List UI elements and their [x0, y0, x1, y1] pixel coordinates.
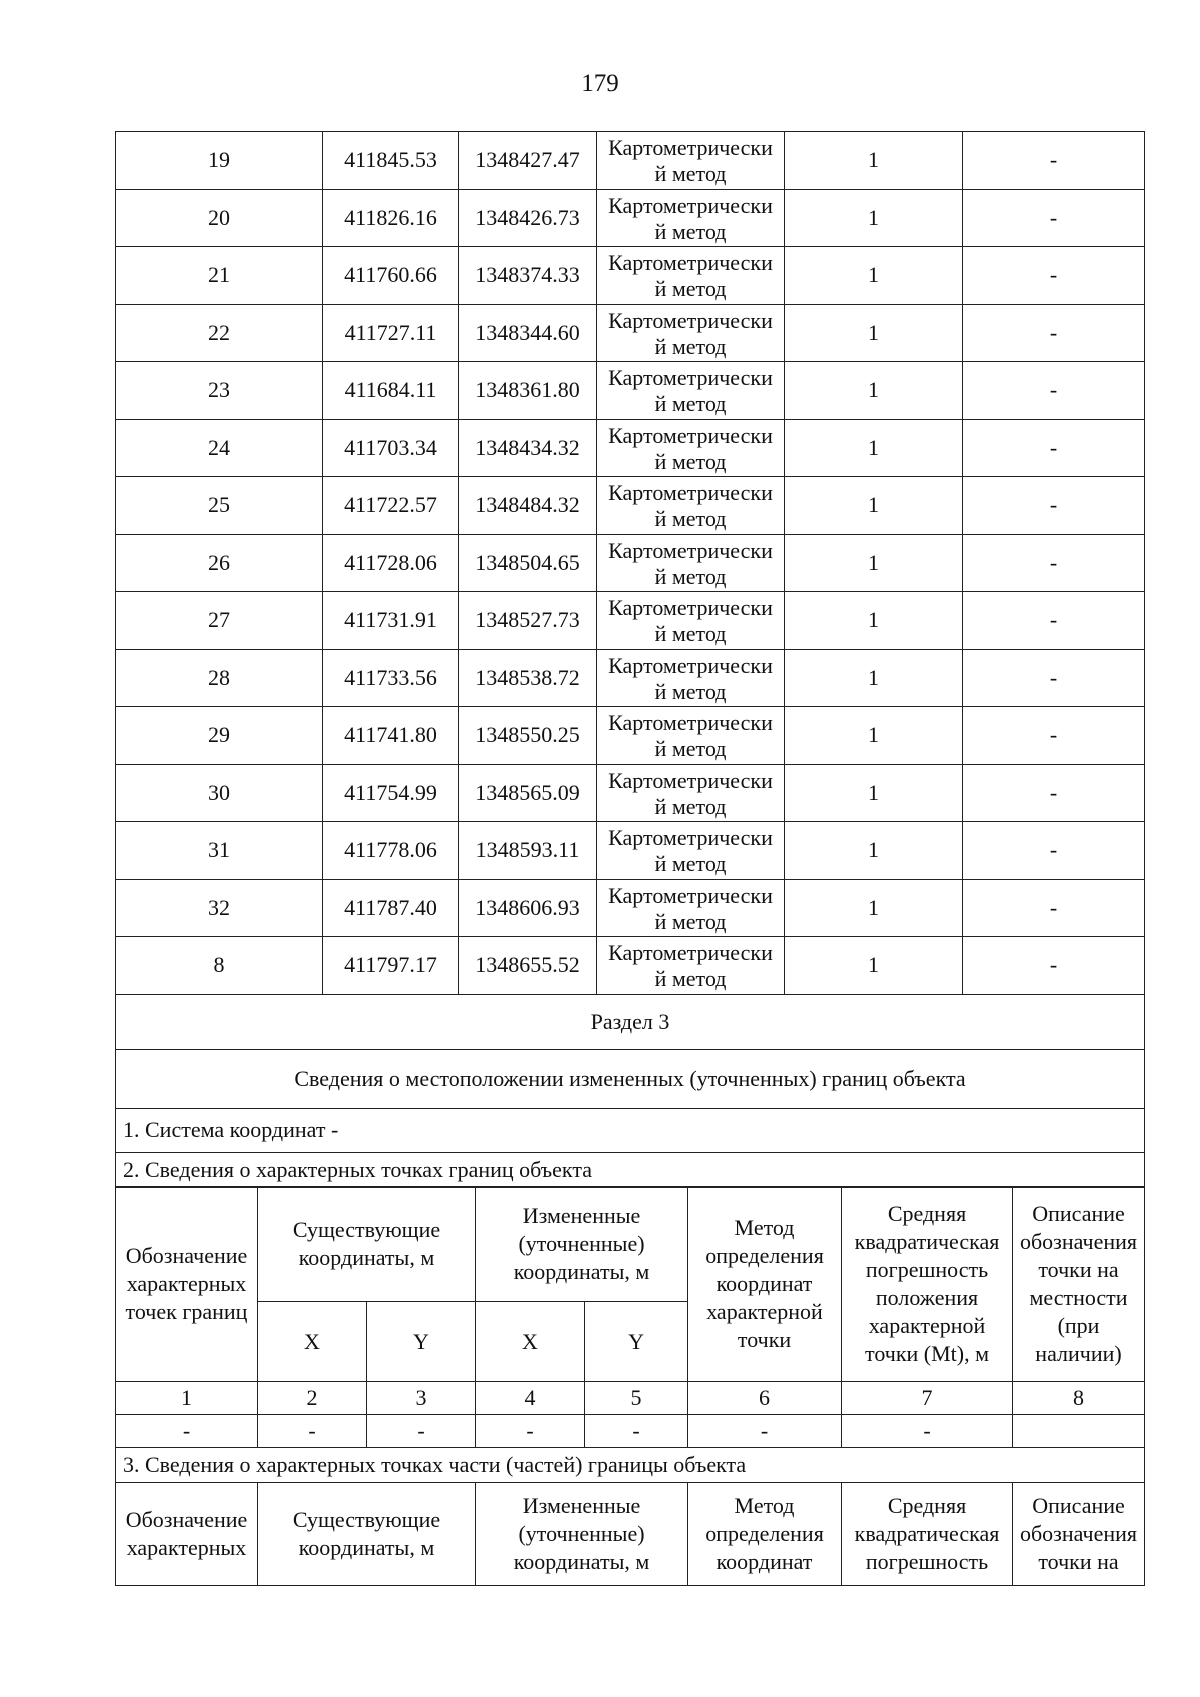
- table-row: [116, 304, 1145, 362]
- method-line-2: й метод: [654, 678, 727, 704]
- method-line-2: й метод: [654, 793, 727, 819]
- point-mt: 1: [785, 937, 963, 995]
- boundary-points-table: [115, 1186, 1145, 1586]
- method-line-2: й метод: [654, 851, 727, 877]
- point-x: 411731.91: [323, 592, 459, 650]
- method-line-2: й метод: [654, 966, 727, 992]
- method-line-1: Картометрически: [608, 825, 773, 851]
- point-description: -: [963, 534, 1145, 592]
- point-mt: 1: [785, 534, 963, 592]
- point-id: 25: [116, 477, 323, 535]
- table-row: [116, 534, 1145, 592]
- point-mt: 1: [785, 707, 963, 765]
- point-method: [597, 764, 785, 822]
- point-mt: 1: [785, 879, 963, 937]
- point-x: 411733.56: [323, 649, 459, 707]
- point-mt: 1: [785, 132, 963, 190]
- point-y: 1348565.09: [459, 764, 597, 822]
- parts-heading: 3. Сведения о характерных точках части (частей) границы объекта: [116, 1448, 1145, 1483]
- point-x: 411741.80: [323, 707, 459, 765]
- method-line-1: Картометрически: [608, 422, 773, 448]
- header-existing-y: Y: [367, 1302, 476, 1382]
- point-method: [597, 189, 785, 247]
- point-mt: 1: [785, 247, 963, 305]
- table-row: [116, 649, 1145, 707]
- table-row: [116, 477, 1145, 535]
- method-line-2: й метод: [654, 448, 727, 474]
- method-line-1: Картометрически: [608, 480, 773, 506]
- point-x: 411728.06: [323, 534, 459, 592]
- method-line-1: Картометрически: [608, 767, 773, 793]
- point-description: -: [963, 937, 1145, 995]
- point-x: 411722.57: [323, 477, 459, 535]
- point-y: 1348504.65: [459, 534, 597, 592]
- method-line-1: Картометрически: [608, 940, 773, 966]
- column-number: 8: [1013, 1382, 1145, 1415]
- method-line-2: й метод: [654, 333, 727, 359]
- point-mt: 1: [785, 649, 963, 707]
- point-method: [597, 419, 785, 477]
- method-line-1: Картометрически: [608, 192, 773, 218]
- point-method: [597, 937, 785, 995]
- header-mse: Средняя квадратическая погрешность положения характерной точки (Mt), м: [842, 1187, 1013, 1382]
- point-y: 1348593.11: [459, 822, 597, 880]
- table-row: [116, 189, 1145, 247]
- point-id: 28: [116, 649, 323, 707]
- point-id: 31: [116, 822, 323, 880]
- empty-cell: -: [258, 1415, 367, 1448]
- point-x: 411797.17: [323, 937, 459, 995]
- point-y: 1348434.32: [459, 419, 597, 477]
- point-id: 20: [116, 189, 323, 247]
- point-id: 21: [116, 247, 323, 305]
- point-method: [597, 822, 785, 880]
- point-description: -: [963, 247, 1145, 305]
- point-y: 1348655.52: [459, 937, 597, 995]
- point-description: -: [963, 419, 1145, 477]
- method-line-1: Картометрически: [608, 250, 773, 276]
- point-method: [597, 707, 785, 765]
- method-line-1: Картометрически: [608, 365, 773, 391]
- empty-data-row: [116, 1415, 1145, 1448]
- point-description: -: [963, 592, 1145, 650]
- method-line-2: й метод: [654, 908, 727, 934]
- point-method: [597, 534, 785, 592]
- point-id: 32: [116, 879, 323, 937]
- header-changed-y: Y: [585, 1302, 688, 1382]
- point-method: [597, 362, 785, 420]
- point-x: 411754.99: [323, 764, 459, 822]
- coord-system-line: 1. Система координат -: [116, 1108, 1145, 1152]
- method-line-1: Картометрически: [608, 652, 773, 678]
- header-designation: Обозначение характерных точек границ: [116, 1187, 258, 1382]
- point-description: -: [963, 879, 1145, 937]
- method-line-2: й метод: [654, 218, 727, 244]
- header-method: Метод определения координат характерной точки: [688, 1187, 842, 1382]
- table-row: [116, 592, 1145, 650]
- point-id: 26: [116, 534, 323, 592]
- point-description: -: [963, 707, 1145, 765]
- header-method-2: Метод определения координат: [688, 1483, 842, 1586]
- header-changed-x: X: [476, 1302, 585, 1382]
- point-id: 23: [116, 362, 323, 420]
- points-heading: 2. Сведения о характерных точках границ объекта: [116, 1152, 1145, 1187]
- empty-cell: -: [585, 1415, 688, 1448]
- point-y: 1348374.33: [459, 247, 597, 305]
- point-mt: 1: [785, 822, 963, 880]
- method-line-1: Картометрически: [608, 135, 773, 161]
- point-id: 8: [116, 937, 323, 995]
- empty-cell: -: [842, 1415, 1013, 1448]
- header-designation-2: Обозначение характерных: [116, 1483, 258, 1586]
- point-mt: 1: [785, 477, 963, 535]
- point-x: 411778.06: [323, 822, 459, 880]
- point-method: [597, 649, 785, 707]
- point-y: 1348344.60: [459, 304, 597, 362]
- table-row: [116, 937, 1145, 995]
- point-method: [597, 592, 785, 650]
- empty-cell: -: [476, 1415, 585, 1448]
- point-mt: 1: [785, 362, 963, 420]
- method-line-1: Картометрически: [608, 595, 773, 621]
- point-y: 1348427.47: [459, 132, 597, 190]
- point-x: 411845.53: [323, 132, 459, 190]
- point-description: -: [963, 649, 1145, 707]
- point-method: [597, 247, 785, 305]
- point-mt: 1: [785, 304, 963, 362]
- point-method: [597, 304, 785, 362]
- point-description: -: [963, 362, 1145, 420]
- point-y: 1348538.72: [459, 649, 597, 707]
- point-y: 1348527.73: [459, 592, 597, 650]
- table-row: [116, 764, 1145, 822]
- point-x: 411760.66: [323, 247, 459, 305]
- point-method: [597, 879, 785, 937]
- method-line-2: й метод: [654, 736, 727, 762]
- point-id: 30: [116, 764, 323, 822]
- point-y: 1348426.73: [459, 189, 597, 247]
- point-x: 411684.11: [323, 362, 459, 420]
- points-table: [115, 131, 1145, 1188]
- header-mse-2: Средняя квадратическая погрешность: [842, 1483, 1013, 1586]
- point-description: -: [963, 822, 1145, 880]
- section-title: Раздел 3: [116, 994, 1145, 1049]
- header-description: Описание обозначения точки на местности (при наличии): [1013, 1187, 1145, 1382]
- header-existing-coords-2: Существующие координаты, м: [258, 1483, 476, 1586]
- column-number: 2: [258, 1382, 367, 1415]
- table-row: [116, 247, 1145, 305]
- point-id: 29: [116, 707, 323, 765]
- header-description-2: Описание обозначения точки на: [1013, 1483, 1145, 1586]
- point-mt: 1: [785, 764, 963, 822]
- table-row: [116, 822, 1145, 880]
- point-y: 1348484.32: [459, 477, 597, 535]
- column-number: 3: [367, 1382, 476, 1415]
- column-number: 7: [842, 1382, 1013, 1415]
- point-method: [597, 132, 785, 190]
- point-x: 411703.34: [323, 419, 459, 477]
- method-line-2: й метод: [654, 621, 727, 647]
- header-changed-coords: Измененные (уточненные) координаты, м: [476, 1187, 688, 1302]
- empty-cell: -: [367, 1415, 476, 1448]
- method-line-1: Картометрически: [608, 307, 773, 333]
- method-line-2: й метод: [654, 276, 727, 302]
- point-id: 19: [116, 132, 323, 190]
- empty-cell: -: [116, 1415, 258, 1448]
- method-line-2: й метод: [654, 161, 727, 187]
- empty-cell: [1013, 1415, 1145, 1448]
- point-mt: 1: [785, 592, 963, 650]
- point-id: 22: [116, 304, 323, 362]
- method-line-1: Картометрически: [608, 537, 773, 563]
- page-number: 179: [581, 70, 619, 97]
- point-id: 27: [116, 592, 323, 650]
- point-y: 1348550.25: [459, 707, 597, 765]
- point-method: [597, 477, 785, 535]
- point-y: 1348361.80: [459, 362, 597, 420]
- point-x: 411727.11: [323, 304, 459, 362]
- method-line-2: й метод: [654, 563, 727, 589]
- column-number: 1: [116, 1382, 258, 1415]
- point-description: -: [963, 189, 1145, 247]
- method-line-2: й метод: [654, 506, 727, 532]
- point-y: 1348606.93: [459, 879, 597, 937]
- method-line-2: й метод: [654, 391, 727, 417]
- method-line-1: Картометрически: [608, 882, 773, 908]
- table-row: [116, 879, 1145, 937]
- table-row: [116, 419, 1145, 477]
- point-mt: 1: [785, 189, 963, 247]
- header-existing-x: X: [258, 1302, 367, 1382]
- point-description: -: [963, 477, 1145, 535]
- point-x: 411826.16: [323, 189, 459, 247]
- table-row: [116, 707, 1145, 765]
- point-description: -: [963, 764, 1145, 822]
- column-numbers-row: [116, 1382, 1145, 1415]
- column-number: 6: [688, 1382, 842, 1415]
- empty-cell: -: [688, 1415, 842, 1448]
- column-number: 5: [585, 1382, 688, 1415]
- table-row: [116, 362, 1145, 420]
- method-line-1: Картометрически: [608, 710, 773, 736]
- section-subtitle: Сведения о местоположении измененных (уточненных) границ объекта: [116, 1049, 1145, 1108]
- point-description: -: [963, 304, 1145, 362]
- header-existing-coords: Существующие координаты, м: [258, 1187, 476, 1302]
- point-mt: 1: [785, 419, 963, 477]
- point-x: 411787.40: [323, 879, 459, 937]
- column-number: 4: [476, 1382, 585, 1415]
- point-description: -: [963, 132, 1145, 190]
- table-row: [116, 132, 1145, 190]
- point-id: 24: [116, 419, 323, 477]
- header-changed-coords-2: Измененные (уточненные) координаты, м: [476, 1483, 688, 1586]
